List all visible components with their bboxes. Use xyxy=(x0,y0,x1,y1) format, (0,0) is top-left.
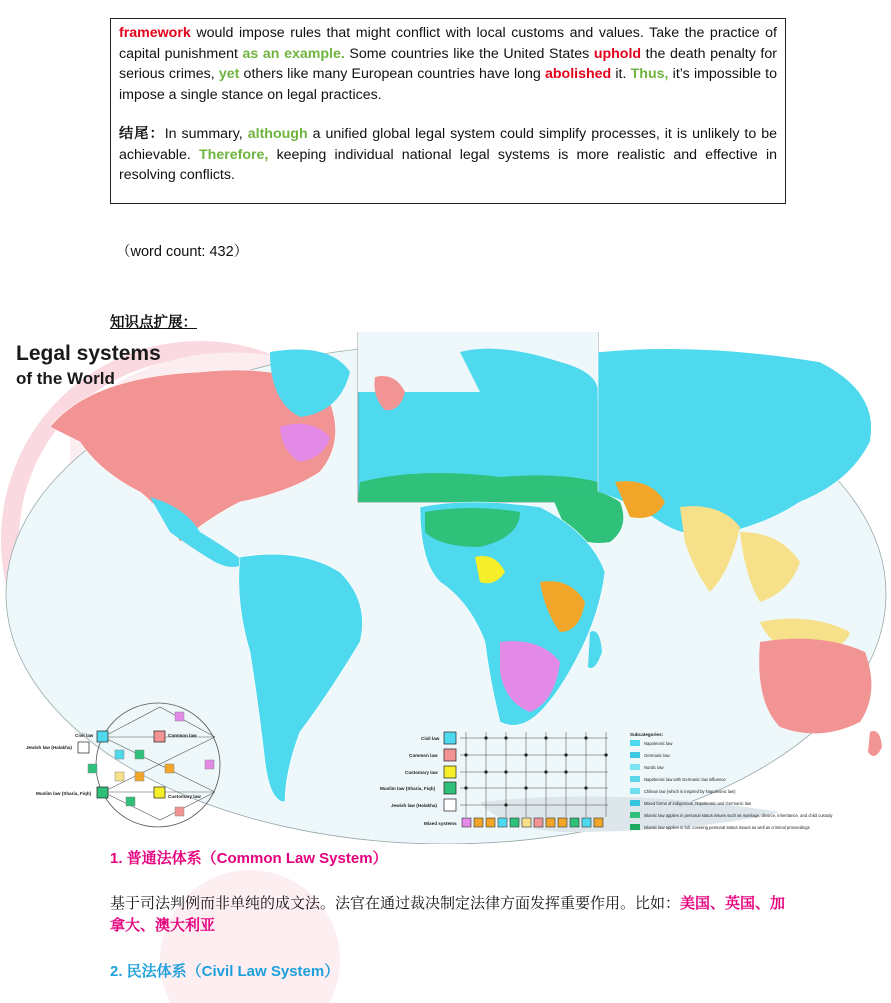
diagram-label-customary: Customary law xyxy=(168,794,201,799)
legend-row-civil: Civil law xyxy=(421,736,440,741)
section-1-examples: 美国、英国、加拿大、澳大利亚 xyxy=(110,895,786,934)
section-1-body: 基于司法判例而非单纯的成文法。法官在通过裁决制定法律方面发挥重要作用。比如： xyxy=(110,895,681,912)
new-zealand xyxy=(868,731,882,756)
legal-systems-map xyxy=(0,332,891,844)
subcategory-item: Mixed forms of indigenous, Napoleonic and Germanic law xyxy=(644,801,752,806)
diagram-label-common: Common law xyxy=(168,733,197,738)
keyword: abolished xyxy=(544,66,612,82)
section-1-text xyxy=(110,893,790,937)
subcategory-item: Napoleonic law with Germanic law influence xyxy=(644,777,726,782)
subcategory-item: Nordic law xyxy=(644,765,664,770)
legend-mixed-label: Mixed systems xyxy=(424,821,457,826)
keyword: Thus, xyxy=(630,66,669,82)
section-1-heading: 1. 普通法体系（Common Law System） xyxy=(110,850,388,867)
keyword: although xyxy=(247,126,308,142)
essay-text: keeping individual national legal systems is more realistic and effective in resolving conflicts. xyxy=(119,146,778,183)
diagram-label-muslim: Muslim law (Sharia, Fiqh) xyxy=(36,791,92,796)
essay-text: Some countries like the United States xyxy=(344,45,594,62)
australia xyxy=(759,639,871,734)
conclusion-label: 结尾： xyxy=(119,126,165,142)
keyword: framework xyxy=(119,25,191,41)
essay-text: it. xyxy=(611,66,631,82)
keyword: as an example. xyxy=(242,45,345,62)
essay-text: it’s impossible to impose a single stance on legal practices. xyxy=(119,66,777,103)
diagram-label-civil: Civil law xyxy=(75,733,94,738)
keyword: yet xyxy=(218,66,240,82)
section-2-heading: 2. 民法体系（Civil Law System） xyxy=(110,963,340,980)
knowledge-heading: 知识点扩展： xyxy=(110,315,197,331)
legend-row-customary: Customary law xyxy=(405,770,438,775)
essay-text: a unified global legal system could simplify processes, it is unlikely to be achievable. xyxy=(119,126,777,163)
diagram-label-jewish: Jewish law (Halakha) xyxy=(26,745,72,750)
subcategory-item: Islamic law applies in full, covering personal status issues as well as criminal proceedings xyxy=(644,825,810,830)
subcategories-title: Subcategories: xyxy=(630,732,664,737)
legend-row-jewish: Jewish law (Halakha) xyxy=(391,803,437,808)
essay-text: would impose rules that might conflict with local customs and values. Take the practice of capital punishment xyxy=(119,25,777,62)
map-subtitle: of the World xyxy=(16,369,115,388)
map-title: Legal systems xyxy=(16,342,161,365)
subcategory-item: Chilean law (which is inspired by Napoleonic law) xyxy=(644,789,736,794)
subcategory-item: Islamic law applies in personal status issues such as marriage, divorce, inheritance, and child custody xyxy=(644,813,833,818)
essay-paragraph-1 xyxy=(119,23,777,105)
word-count: （word count: 432） xyxy=(116,244,249,260)
essay-box xyxy=(110,18,786,204)
essay-text: others like many European countries have long xyxy=(239,66,545,82)
legend-row-common: Common law xyxy=(409,753,438,758)
keyword: uphold xyxy=(593,45,642,62)
subcategory-item: Germanic law xyxy=(644,753,670,758)
essay-text: In summary, xyxy=(164,126,248,142)
keyword: Therefore, xyxy=(198,146,269,163)
legend-row-muslim: Muslim law (Sharia, Fiqh) xyxy=(380,786,436,791)
essay-text: the death penalty for serious crimes, xyxy=(119,45,777,82)
essay-paragraph-2 xyxy=(119,124,777,186)
subcategory-item: Napoleonic law xyxy=(644,741,673,746)
